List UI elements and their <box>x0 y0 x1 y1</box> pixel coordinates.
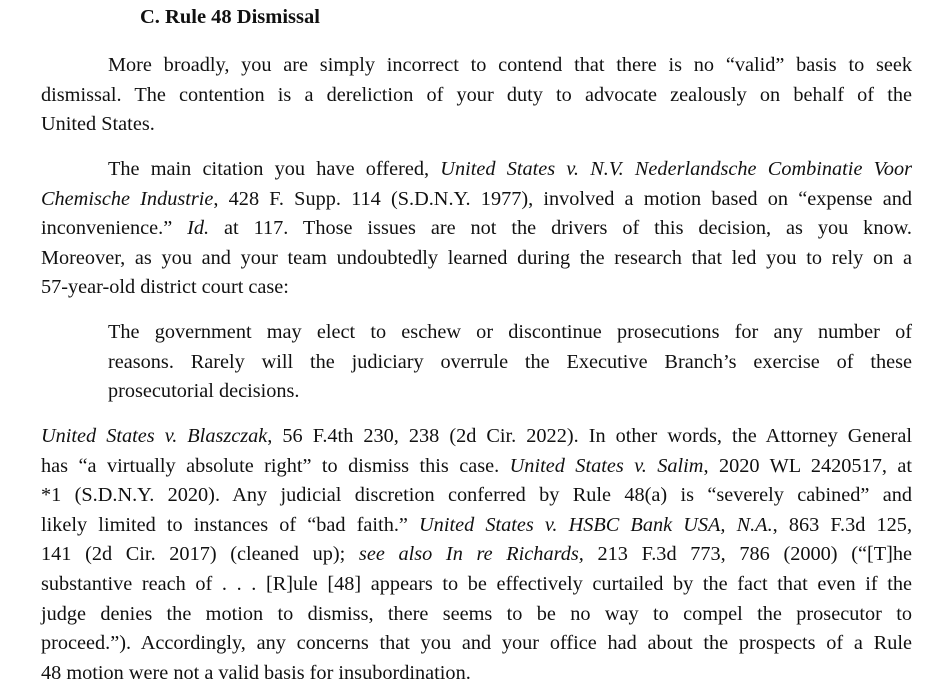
text-line <box>41 659 912 689</box>
text-segment: proceed.”). Accordingly, any concerns that you and your office had about the prospects of a Rule <box>41 632 912 655</box>
text-segment: inconvenience.” <box>41 217 188 240</box>
text-line <box>41 452 912 482</box>
text-line: dismissal. The contention is a dereliction of your duty to advocate zealously on behalf of the <box>41 83 912 106</box>
text-segment: has “a virtually absolute right” to dismiss this case. <box>41 454 510 477</box>
text-line: reasons. Rarely will the judiciary overrule the Executive Branch’s exercise of these <box>108 350 912 373</box>
text-line <box>41 185 912 215</box>
text-line: More broadly, you are simply incorrect to contend that there is no “valid” basis to seek <box>108 54 912 76</box>
text-segment: , 428 F. Supp. 114 (S.D.N.Y. 1977), involved a motion based on “expense and <box>213 187 912 210</box>
text-segment: at 117. Those issues are not the drivers of this decision, as you know. <box>209 217 913 240</box>
text-line <box>41 155 912 185</box>
text-segment: judge denies the motion to dismiss, there seems to be no way to compel the prosecutor to <box>41 602 912 625</box>
case-citation: see also In re Richards, <box>358 543 584 566</box>
case-citation: Id. <box>187 217 210 240</box>
text-line <box>41 244 912 274</box>
text-segment: 141 (2d Cir. 2017) (cleaned up); <box>41 543 359 566</box>
case-citation: United States v. Blaszczak <box>41 425 268 447</box>
text-segment: 57-year-old district court case: <box>41 276 289 299</box>
text-segment: , 863 F.3d 125, <box>772 513 913 536</box>
text-segment: , 56 F.4th 230, 238 (2d Cir. 2022). In other words, the Attorney General <box>267 425 912 447</box>
text-segment: Moreover, as you and your team undoubtedly learned during the research that led you to rely on a <box>41 246 912 269</box>
text-line <box>41 511 912 541</box>
text-segment: likely limited to instances of “bad faith.” <box>41 513 420 536</box>
text-segment: The main citation you have offered, <box>108 158 441 180</box>
text-segment: substantive reach of . . . [R]ule [48] appears to be effectively curtailed by the fact that even if the <box>41 572 912 595</box>
text-line: prosecutorial decisions. <box>108 380 300 403</box>
case-citation: United States v. N.V. Nederlandsche Combinatie Voor <box>440 158 912 180</box>
text-line <box>41 273 912 303</box>
text-line <box>41 422 912 452</box>
section-heading: C. Rule 48 Dismissal <box>140 6 320 28</box>
text-line <box>41 540 912 570</box>
case-citation: United States v. HSBC Bank USA, N.A. <box>419 513 773 536</box>
text-line <box>41 629 912 659</box>
text-line: United States. <box>41 113 155 136</box>
text-line <box>41 214 912 244</box>
text-segment: 48 motion were not a valid basis for insubordination. <box>41 661 471 684</box>
paragraph-more-broadly <box>41 51 912 140</box>
block-quote <box>108 318 912 407</box>
paragraph-blaszczak <box>41 422 912 688</box>
case-citation: Chemische Industrie <box>41 187 214 210</box>
paragraph-main-citation <box>41 155 912 303</box>
text-segment: , 2020 WL 2420517, at <box>703 454 912 477</box>
text-line <box>41 570 912 600</box>
text-line <box>41 481 912 511</box>
text-line <box>41 600 912 630</box>
case-citation: United States v. Salim <box>509 454 704 477</box>
text-segment: 213 F.3d 773, 786 (2000) (“[T]he <box>583 543 912 566</box>
text-segment: *1 (S.D.N.Y. 2020). Any judicial discretion conferred by Rule 48(a) is “severely cabined” and <box>41 484 912 507</box>
text-line: The government may elect to eschew or discontinue prosecutions for any number of <box>108 321 912 343</box>
